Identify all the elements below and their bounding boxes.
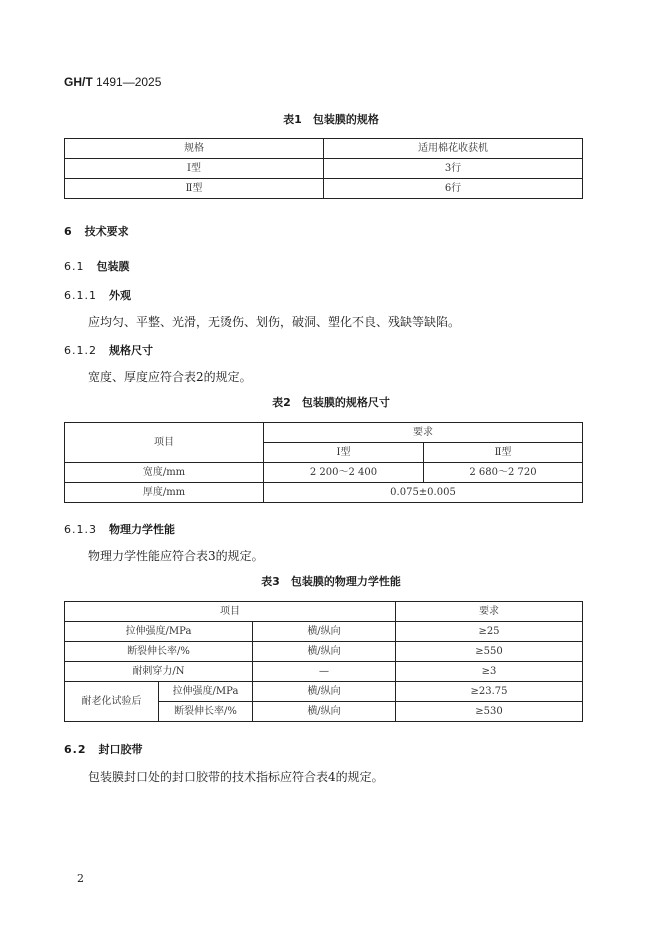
table1 (64, 138, 583, 199)
document-header (64, 75, 161, 89)
section-6-heading (64, 223, 129, 239)
section-number: 6.1.2 (64, 344, 97, 357)
section-title: 技术要求 (84, 225, 129, 238)
table-cell: — (253, 662, 396, 682)
table-cell: 2 680～2 720 (424, 463, 583, 483)
table-cell: ≥550 (396, 642, 583, 662)
section-title: 物理力学性能 (109, 523, 175, 536)
table-header-cell: Ⅱ型 (424, 443, 583, 463)
table-cell: ≥3 (396, 662, 583, 682)
section-number: 6.1.3 (64, 523, 97, 536)
table-row (65, 463, 583, 483)
section-title: 包装膜 (96, 260, 130, 273)
section-6-1-1-text: 应均匀、平整、光滑，无烫伤、划伤，破洞、塑化不良、残缺等缺陷。 (88, 315, 461, 329)
table-row (65, 682, 583, 702)
table-cell: 横/纵向 (253, 702, 396, 722)
table3 (64, 601, 583, 722)
table-cell: 0.075±0.005 (264, 483, 583, 503)
table-cell: 横/纵向 (253, 682, 396, 702)
table-header-cell: 要求 (264, 423, 583, 443)
section-6-1-2-text: 宽度、厚度应符合表2的规定。 (88, 370, 252, 384)
table-cell: 断裂伸长率/% (159, 702, 253, 722)
table-cell: 6行 (324, 179, 583, 199)
table-row (65, 642, 583, 662)
table-row (65, 179, 583, 199)
table-header-cell: 项目 (65, 423, 264, 463)
table-cell: 耐刺穿力/N (65, 662, 253, 682)
table2 (64, 422, 583, 503)
section-6-1-3-text: 物理力学性能应符合表3的规定。 (88, 549, 264, 563)
section-number: 6 (64, 225, 73, 238)
table-cell: 耐老化试验后 (65, 682, 159, 722)
table-row (65, 602, 583, 622)
table-header-cell: 项目 (65, 602, 396, 622)
section-title: 规格尺寸 (109, 344, 153, 357)
table3-caption: 表3 包装膜的物理力学性能 (261, 575, 401, 588)
table-row (65, 483, 583, 503)
table-cell: 拉伸强度/MPa (65, 622, 253, 642)
standard-prefix: GH/T (64, 75, 93, 89)
section-6-1-3-heading (64, 521, 175, 537)
table-cell: 横/纵向 (253, 622, 396, 642)
table-cell: ≥530 (396, 702, 583, 722)
table-cell: Ⅱ型 (65, 179, 324, 199)
standard-number: 1491—2025 (96, 75, 162, 89)
table-cell: 厚度/mm (65, 483, 264, 503)
section-title: 外观 (109, 289, 131, 302)
table-header-cell: Ⅰ型 (264, 443, 424, 463)
table-cell: ≥23.75 (396, 682, 583, 702)
section-6-2-text: 包装膜封口处的封口胶带的技术指标应符合表4的规定。 (88, 770, 384, 784)
table-row (65, 622, 583, 642)
page-number: 2 (77, 872, 84, 885)
table-cell: ≥25 (396, 622, 583, 642)
table-cell: 2 200～2 400 (264, 463, 424, 483)
section-6-1-heading (64, 258, 130, 274)
table-row (65, 423, 583, 443)
table-header-cell: 适用棉花收获机 (324, 139, 583, 159)
section-number: 6.1 (64, 260, 85, 273)
table-row (65, 662, 583, 682)
section-number: 6.2 (64, 743, 87, 756)
table-header-cell: 规格 (65, 139, 324, 159)
table-cell: Ⅰ型 (65, 159, 324, 179)
section-6-1-2-heading (64, 342, 153, 358)
section-number: 6.1.1 (64, 289, 97, 302)
table-cell: 拉伸强度/MPa (159, 682, 253, 702)
table-row (65, 159, 583, 179)
table-cell: 3行 (324, 159, 583, 179)
table-header-cell: 要求 (396, 602, 583, 622)
section-6-2-heading (64, 741, 143, 757)
table1-caption: 表1 包装膜的规格 (283, 113, 379, 126)
table-cell: 宽度/mm (65, 463, 264, 483)
section-title: 封口胶带 (98, 743, 143, 756)
table2-caption: 表2 包装膜的规格尺寸 (272, 396, 390, 409)
table-cell: 断裂伸长率/% (65, 642, 253, 662)
table-cell: 横/纵向 (253, 642, 396, 662)
section-6-1-1-heading (64, 287, 131, 303)
table-row (65, 139, 583, 159)
